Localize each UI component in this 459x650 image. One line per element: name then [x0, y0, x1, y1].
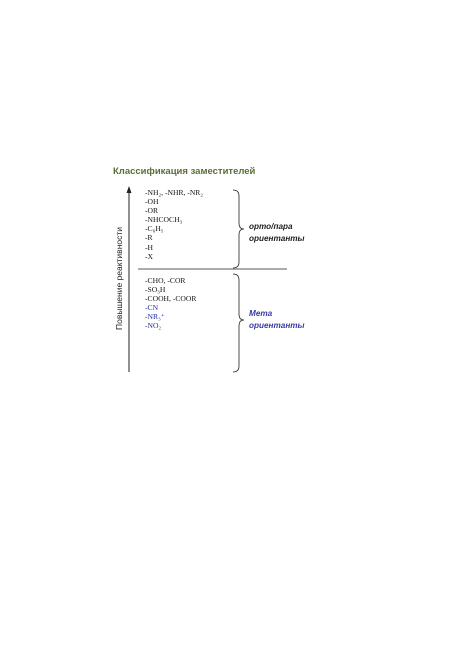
label-line: ориентанты — [249, 234, 305, 243]
list-item: -NR₃⁺ — [145, 312, 165, 322]
arrow-head — [127, 186, 132, 193]
right-brace-icon — [233, 274, 244, 372]
list-item: -OH — [145, 197, 159, 207]
list-item: -COOH, -COOR — [145, 294, 197, 304]
list-item: -C₆H₅ — [145, 224, 164, 234]
list-item: -NH₂, -NHR, -NR₂ — [145, 188, 204, 197]
right-brace-icon — [233, 190, 244, 268]
ortho-para-label — [249, 221, 305, 245]
list-item: -CN — [145, 303, 159, 313]
list-item: -OR — [145, 206, 159, 216]
list-item: -CHO, -COR — [145, 276, 186, 285]
meta-label — [249, 308, 305, 332]
label-line: Мета — [249, 309, 273, 318]
meta-list — [145, 276, 196, 331]
list-item: -NHCOCH₃ — [145, 215, 183, 225]
page-title: Классификация заместителей — [113, 166, 256, 177]
ortho-para-list — [145, 188, 203, 261]
list-item: -H — [145, 242, 154, 252]
list-item: -R — [145, 233, 153, 243]
list-item: -NO₂ — [145, 321, 162, 331]
list-item: -SO₃H — [145, 285, 166, 295]
label-line: орто/пара — [249, 222, 293, 231]
axis-label: Повышение реактивности — [114, 226, 124, 330]
list-item: -X — [145, 251, 154, 261]
label-line: ориентанты — [249, 321, 305, 330]
